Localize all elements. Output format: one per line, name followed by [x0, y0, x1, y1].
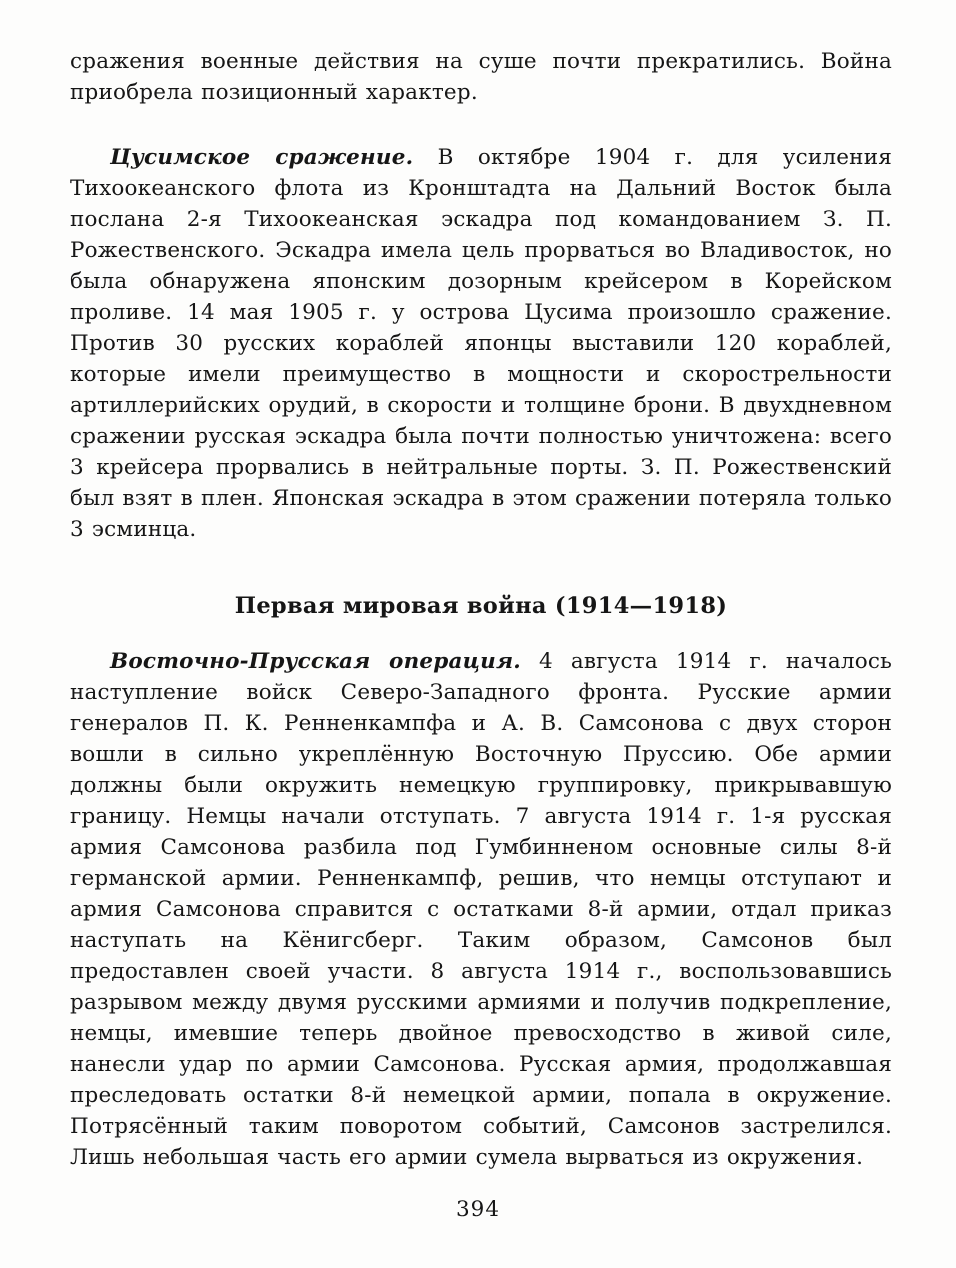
paragraph-text: 4 августа 1914 г. началось наступление войск Северо-Западного фронта. Русские армии генералов П. К. Ренненкампфа и А. В. Самсонова с двух сторон вошли в сильно укреплённую Восточную Пруссию. Обе армии должны были окружить немецкую группировку, прикрывавшую границу. Немцы начали отступать. 7 августа 1914 г. 1-я русская армия Самсонова разбила под Гумбинненом основные силы 8-й германской армии. Ренненкампф, решив, что немцы отступают и армия Самсонова справится с остатками 8-й армии, отдал приказ наступать на Кёнигсберг. Таким образом, Самсонов был предоставлен своей участи. 8 августа 1914 г., воспользовавшись разрывом между двумя русскими армиями и получив подкрепление, немцы, имевшие теперь двойное превосходство в живой силе, нанесли удар по армии Самсонова. Русская армия, продолжавшая преследовать остатки 8-й немецкой армии, попала в окружение. Потрясённый таким поворотом событий, Самсонов застрелился. Лишь небольшая часть его армии сумела вырваться из окружения. [70, 649, 892, 1170]
paragraph-tsushima-battle [70, 142, 892, 545]
paragraph-east-prussian-operation [70, 646, 892, 1173]
page-number: 394 [455, 1197, 501, 1222]
paragraph-text: сражения военные действия на суше почти прекратились. Война приобрела позиционный характер. [70, 49, 892, 105]
paragraph-continuation [70, 46, 892, 108]
paragraph-lead-in: Восточно-Прусская операция. [110, 649, 521, 674]
paragraph-lead-in: Цусимское сражение. [110, 145, 414, 170]
paragraph-text: В октябре 1904 г. для усиления Тихоокеанского флота из Кронштадта на Дальний Восток была послана 2-я Тихоокеанская эскадра под командованием З. П. Рожественского. Эскадра имела цель прорваться во Владивосток, но была обнаружена японским дозорным крейсером в Корейском проливе. 14 мая 1905 г. у острова Цусима произошло сражение. Против 30 русских кораблей японцы выставили 120 кораблей, которые имели преимущество в мощности и скорострельности артиллерийских орудий, в скорости и толщине брони. В двухдневном сражении русская эскадра была почти полностью уничтожена: всего 3 крейсера прорвались в нейтральные порты. З. П. Рожественский был взят в плен. Японская эскадра в этом сражении потеряла только 3 эсминца. [70, 145, 892, 542]
section-heading: Первая мировая война (1914—1918) [234, 593, 728, 619]
